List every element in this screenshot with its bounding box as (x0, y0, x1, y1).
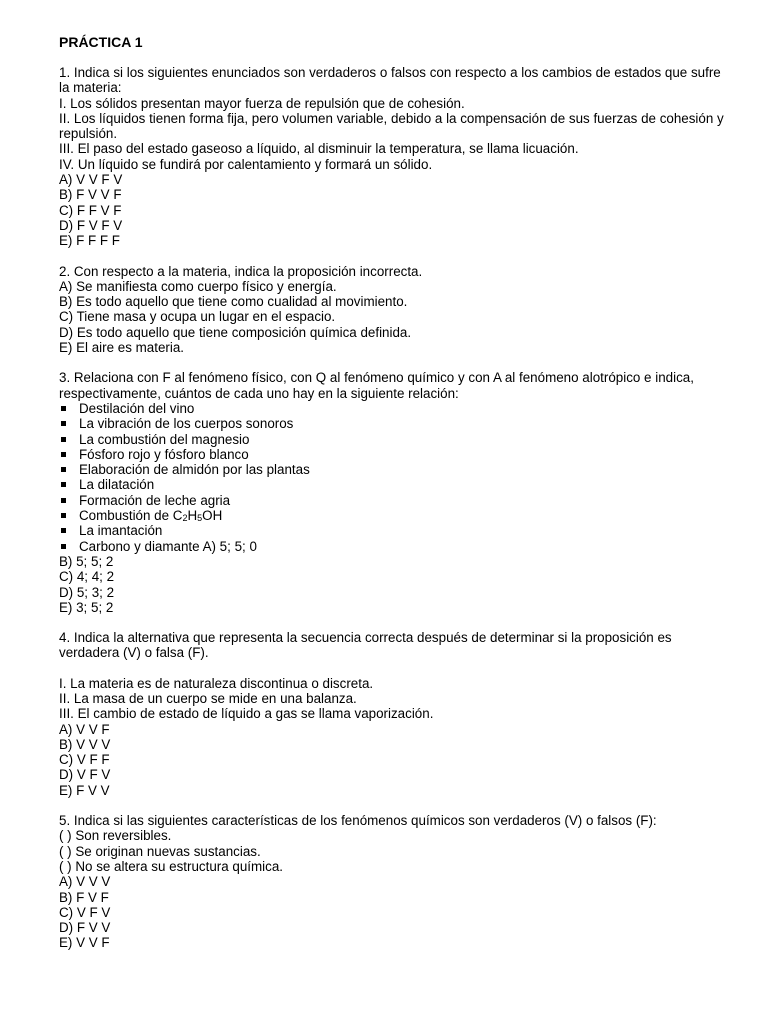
list-item-text: Elaboración de almidón por las plantas (79, 462, 310, 478)
question-4-stem: 4. Indica la alternativa que representa la secuencia correcta después de determinar si la proposición es verdadera (V) o falsa (F). (59, 630, 672, 661)
list-item (59, 401, 729, 416)
bullet-square-icon (61, 544, 66, 549)
question-5-option-b: B) F V F (59, 889, 109, 905)
formula-subscript: 5 (197, 513, 203, 524)
question-2-option-e: E) El aire es materia. (59, 340, 185, 356)
question-3-stem: 3. Relaciona con F al fenómeno físico, con Q al fenómeno químico y con A al fenómeno alotrópico e indica, respectivamente, cuántos de cada uno hay en la siguiente relación: (59, 370, 694, 401)
formula-prefix: Combustión de C (79, 508, 183, 524)
document-content (59, 34, 729, 966)
question-1 (59, 65, 729, 249)
bullet-square-icon (61, 452, 66, 457)
question-5-option-d: D) F V V (59, 920, 111, 936)
question-2-option-c: C) Tiene masa y ocupa un lugar en el espacio. (59, 309, 336, 325)
question-5-stem: 5. Indica si las siguientes características de los fenómenos químicos son verdaderos (V) o falsos (F): (59, 813, 657, 829)
bullet-square-icon (61, 406, 66, 411)
list-item (59, 539, 729, 554)
list-item (59, 477, 729, 492)
blank-line (59, 661, 729, 676)
bullet-square-icon (61, 437, 66, 442)
question-4-statement: II. La masa de un cuerpo se mide en una balanza. (59, 690, 357, 706)
question-4-statement: III. El cambio de estado de líquido a gas se llama vaporización. (59, 706, 434, 722)
question-1-stem: 1. Indica si los siguientes enunciados son verdaderos o falsos con respecto a los cambios de estados que sufre la materia: (59, 65, 721, 96)
question-4-option-c: C) V F F (59, 752, 110, 768)
list-item (59, 416, 729, 431)
question-1-statement: III. El paso del estado gaseoso a líquido, al disminuir la temperatura, se llama licuación. (59, 141, 579, 157)
question-2-option-b: B) Es todo aquello que tiene como cualidad al movimiento. (59, 294, 408, 310)
list-item (59, 447, 729, 462)
list-item (59, 523, 729, 538)
list-item-text: La combustión del magnesio (79, 431, 250, 447)
question-3 (59, 370, 729, 615)
question-1-option-e: E) F F F F (59, 233, 120, 249)
list-item (59, 432, 729, 447)
bullet-square-icon (61, 528, 66, 533)
question-4-statement: I. La materia es de naturaleza discontinua o discreta. (59, 675, 374, 691)
formula-middle: H (187, 508, 198, 524)
question-2-option-d: D) Es todo aquello que tiene composición química definida. (59, 324, 412, 340)
bullet-square-icon (61, 482, 66, 487)
list-item (59, 493, 729, 508)
list-item-text: Carbono y diamante A) 5; 5; 0 (79, 538, 257, 554)
question-2 (59, 264, 729, 356)
bullet-square-icon (61, 421, 66, 426)
question-5-statement: ( ) Se originan nuevas sustancias. (59, 843, 261, 859)
question-5-option-c: C) V F V (59, 904, 111, 920)
list-item-text: La vibración de los cuerpos sonoros (79, 416, 294, 432)
list-item-text: Formación de leche agria (79, 492, 231, 508)
question-5-option-e: E) V V F (59, 935, 110, 951)
question-1-statement: I. Los sólidos presentan mayor fuerza de repulsión que de cohesión. (59, 95, 465, 111)
question-4-option-a: A) V V F (59, 721, 110, 737)
bullet-square-icon (61, 467, 66, 472)
list-item (59, 462, 729, 477)
question-5-option-a: A) V V V (59, 874, 111, 890)
question-5-statement: ( ) Son reversibles. (59, 828, 172, 844)
list-item-text: La dilatación (79, 477, 155, 493)
question-4-option-d: D) V F V (59, 767, 111, 783)
question-4 (59, 630, 729, 798)
question-1-option-d: D) F V F V (59, 217, 123, 233)
question-1-option-b: B) F V V F (59, 187, 122, 203)
question-3-option-d: D) 5; 3; 2 (59, 584, 115, 600)
question-3-option-c: C) 4; 4; 2 (59, 569, 115, 585)
list-item-combustion-formula (59, 508, 729, 523)
list-item-text: La imantación (79, 523, 163, 539)
question-3-option-b: B) 5; 5; 2 (59, 553, 114, 569)
question-5 (59, 813, 729, 951)
page-title: PRÁCTICA 1 (59, 34, 143, 50)
bullet-square-icon (61, 513, 66, 518)
question-1-statement: IV. Un líquido se fundirá por calentamiento y formará un sólido. (59, 156, 433, 172)
question-2-option-a: A) Se manifiesta como cuerpo físico y energía. (59, 278, 337, 294)
question-2-stem: 2. Con respecto a la materia, indica la proposición incorrecta. (59, 263, 423, 279)
question-3-bullet-list (59, 401, 729, 554)
question-4-option-b: B) V V V (59, 736, 111, 752)
question-4-option-e: E) F V V (59, 782, 110, 798)
question-1-statement: II. Los líquidos tienen forma fija, pero volumen variable, debido a la compensación de sus fuerzas de cohesión y repulsión. (59, 110, 724, 142)
question-1-option-c: C) F F V F (59, 202, 122, 218)
list-item-text: Fósforo rojo y fósforo blanco (79, 446, 249, 462)
formula-subscript: 2 (182, 513, 188, 524)
question-5-statement: ( ) No se altera su estructura química. (59, 858, 284, 874)
bullet-square-icon (61, 498, 66, 503)
question-3-option-e: E) 3; 5; 2 (59, 599, 114, 615)
formula-suffix: OH (202, 508, 223, 524)
list-item-text: Destilación del vino (79, 400, 195, 416)
question-1-option-a: A) V V F V (59, 172, 123, 188)
